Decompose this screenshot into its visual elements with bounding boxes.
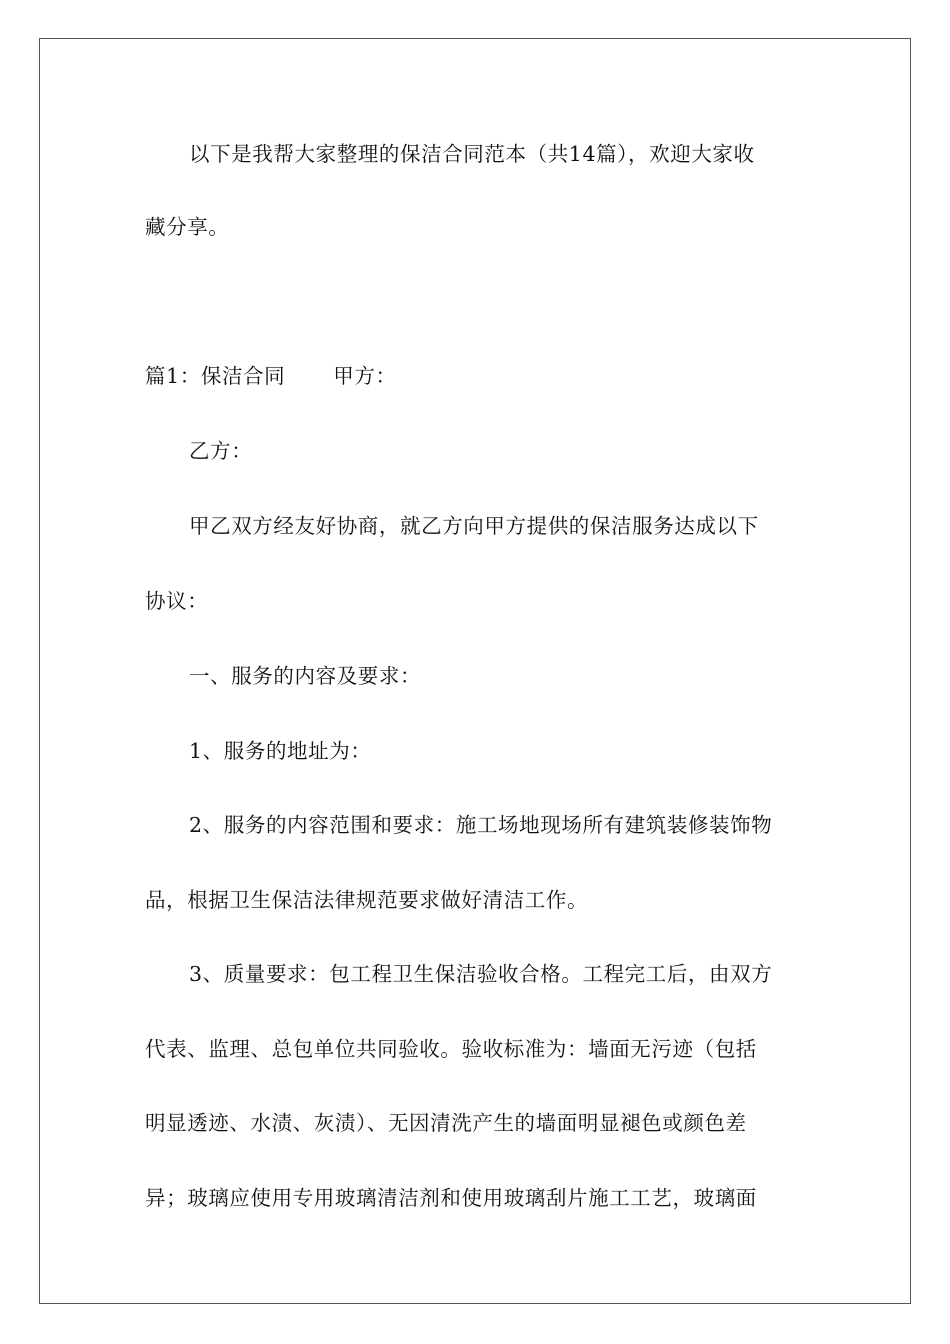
item-3-line-3: 明显透迹、水渍、灰渍）、无因清洗产生的墙面明显褪色或颜色差 [145, 1111, 747, 1135]
item-3-line-1: 3、质量要求：包工程卫生保洁验收合格。工程完工后，由双方 [189, 962, 773, 986]
party-a-label: 甲方： [333, 364, 397, 388]
section-heading-row [145, 362, 397, 390]
item-3-line-4: 异；玻璃应使用专用玻璃清洁剂和使用玻璃刮片施工工艺，玻璃面 [145, 1186, 757, 1210]
preamble-line-2: 协议： [145, 589, 209, 613]
item-2-line-2: 品，根据卫生保洁法律规范要求做好清洁工作。 [145, 888, 589, 912]
item-2-line-1: 2、服务的内容范围和要求：施工场地现场所有建筑装修装饰物 [189, 813, 773, 837]
clause-1-title: 一、服务的内容及要求： [189, 664, 422, 688]
preamble-line-1: 甲乙双方经友好协商，就乙方向甲方提供的保洁服务达成以下 [189, 514, 759, 538]
item-1: 1、服务的地址为： [189, 739, 372, 763]
intro-line-2: 藏分享。 [145, 215, 230, 239]
item-3-line-2: 代表、监理、总包单位共同验收。验收标准为：墙面无污迹（包括 [145, 1037, 757, 1061]
section-heading: 篇1：保洁合同 [145, 364, 286, 388]
intro-line-1: 以下是我帮大家整理的保洁合同范本（共14篇），欢迎大家收 [189, 142, 755, 166]
party-b-label: 乙方： [189, 439, 253, 463]
